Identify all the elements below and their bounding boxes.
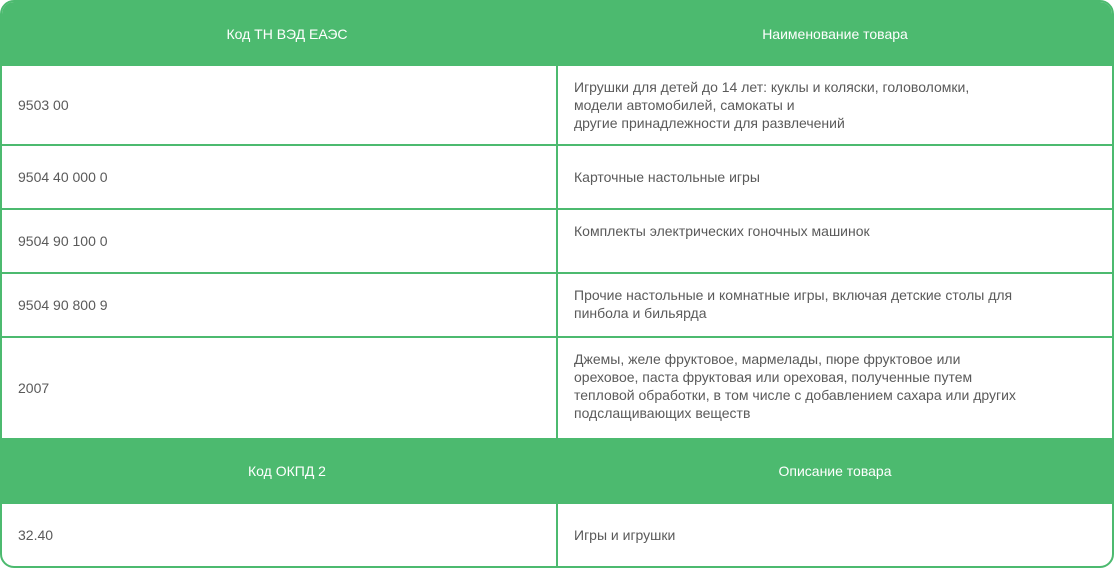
description-line: Игрушки для детей до 14 лет: куклы и коляски, головоломки, — [574, 79, 970, 95]
description-line: Джемы, желе фруктовое, мармелады, пюре фруктовое или — [574, 351, 961, 367]
description-line: тепловой обработки, в том числе с добавлением сахара или других — [574, 387, 1016, 403]
description-line: Карточные настольные игры — [574, 169, 760, 185]
table-row — [2, 210, 1112, 274]
code-cell: 9504 90 800 9 — [2, 274, 558, 336]
table-row — [2, 146, 1112, 210]
description-cell — [558, 274, 1112, 336]
code-cell: 9504 40 000 0 — [2, 146, 558, 208]
description-line: пинбола и бильярда — [574, 305, 707, 321]
table-row — [2, 504, 1112, 566]
header-cell-okpd-code: Код ОКПД 2 — [248, 463, 326, 479]
description-line: ореховое, паста фруктовая или ореховая, полученные путем — [574, 369, 973, 385]
table-row — [2, 66, 1112, 146]
table-row — [2, 338, 1112, 438]
header-cell-description: Описание товара — [778, 463, 892, 479]
description-line: Комплекты электрических гоночных машинок — [574, 223, 870, 239]
code-cell: 32.40 — [2, 504, 558, 566]
code-cell: 9503 00 — [2, 66, 558, 144]
table-header-tnved — [2, 2, 1112, 66]
description-cell — [558, 338, 1112, 438]
description-line: Прочие настольные и комнатные игры, включая детские столы для — [574, 287, 1013, 303]
table-header-okpd — [2, 438, 1112, 504]
description-line: другие принадлежности для развлечений — [574, 115, 845, 131]
header-cell-name: Наименование товара — [762, 26, 908, 42]
description-line: Игры и игрушки — [574, 527, 676, 543]
description-line: модели автомобилей, самокаты и — [574, 97, 795, 113]
description-cell — [558, 146, 1112, 208]
description-cell — [558, 210, 1112, 272]
header-cell-code: Код ТН ВЭД ЕАЭС — [226, 26, 348, 42]
description-cell — [558, 66, 1112, 144]
code-cell: 2007 — [2, 338, 558, 438]
description-cell — [558, 504, 1112, 566]
code-cell: 9504 90 100 0 — [2, 210, 558, 272]
description-line: подслащивающих веществ — [574, 405, 751, 421]
table-row — [2, 274, 1112, 338]
